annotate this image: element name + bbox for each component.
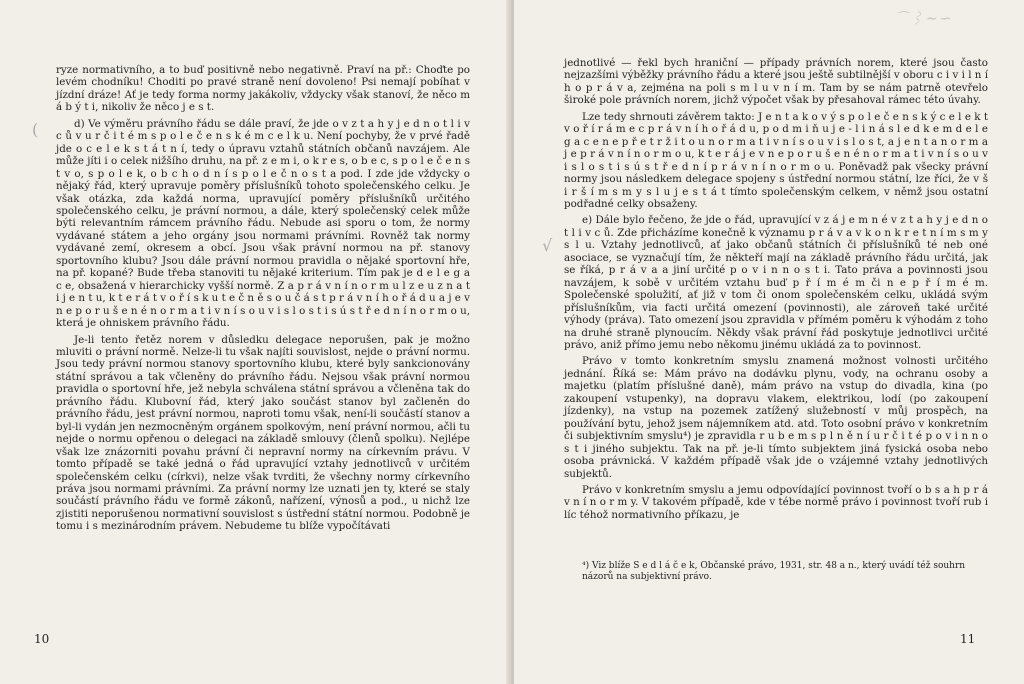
right-paragraph: Právo v tomto konkretním smyslu znamená možnost volnosti určitého jednání. Říká se: Mám právo na dodávku plynu, vody, na ochranu osoby a majetku (platím příslušné daně), mám právo na vstup do divadla, kina (po zakoupení vstupenky), na dopravu vlakem, elektrikou, lodí (po zakoupení jízdenky), na vstup na pozemek zatížený služebností v můj prospěch, na používání bytu, jehož jsem nájemníkem atd. atd. Toto osobní právo v konkretním či subjektivním smyslu⁴) je zpravidla r u b e m s p l n ě n í u r č i t é p o v i n n o s t i jiného subjektu. Tak na př. je-li tímto subjektem jiná fysická osoba nebo osoba právnická. V každém případě však jde o vzájemné vztahy jednotlivých subjektů. (564, 355, 988, 480)
left-page (0, 0, 510, 684)
right-page-body (564, 57, 988, 521)
left-paragraph: d) Ve výměru právního řádu se dále praví, že jde o v z t a h y j e d n o t l i v c ů v u r č i t é m s p o l e č e n s k é m c e l k u. Není pochyby, že v prvé řadě jde o c e l e k s t á t n í, tedy o úpravu vztahů státních občanů navzájem. Ale může jíti i o celek nižšího druhu, na př. z e m i, o k r e s, o b e c, s p o l e č e n s t v o, s p o l e k, o b c h o d n í s p o l e č n o s t a pod. I zde jde vždycky o nějaký řád, který upravuje poměry příslušníků tohoto společenského celku. Je však otázka, zda každá norma, upravující poměry příslušníků určitého společenského celku, je právní normou, a dále, který společenský celek může býti relevantním rámcem právního řádu. Nebude asi sporu o tom, že normy vydávané státem a jeho orgány jsou normami právními. Rovněž tak normy vydávané zemí, okresem a obcí. Jsou však právní normou na př. stanovy sportovního klubu? Jsou dále právní normou pravidla o nějaké sportovní hře, na př. kopané? Bude třeba stanoviti tu nějaké kriterium. Tím pak je d e l e g a c e, obsažená v hierarchicky vyšší normě. Z a p r á v n í n o r m u l z e u z n a t i j e n t u, k t e r á t v o ř í s k u t e č n ě s o u č á s t p r á v n í h o ř á d u a j e v n e p o r u š e n é n o r m a t i v n í s o u v i s l o s t i s ú s t ř e d n í n o r m o u, která je ohniskem právního řádu. (56, 117, 470, 330)
pencil-margin-mark: √ (542, 236, 553, 255)
right-paragraph: jednotlivé — řekl bych hraniční — případy právních norem, které jsou často nejzazšími výběžky právního řádu a které jsou ještě subtilnější v oboru c i v i l n í h o p r á v a, zejména na poli s m l u v n í m. Tam by se nám patrně otevřelo široké pole právních norem, jichž výpočet však by přesahoval rámec této úvahy. (564, 57, 988, 107)
right-paragraph: Lze tedy shrnouti závěrem takto: J e n t a k o v ý s p o l e č e n s k ý c e l e k t v o ř í r á m e c p r á v n í h o ř á d u, p o d m i ň u j e - l i n á s l e d k e m d e l e g a c e n e p ř e t r ž i t o u n o r m a t i v n í s o u v i s l o s t, a j e n t a n o r m a j e p r á v n í n o r m o u, k t e r á j e v n e p o r u š e n é n o r m a t i v n í s o u v i s l o s t i s ú s t ř e d n í p r á v n í n o r m o u. Poněvadž pak všecky právní normy jsou následkem delegace spojeny s ústřední normou státní, lze říci, že v š i r š í m s m y s l u j e s t á t tímto společenským celkem, v němž jsou ostatní podřadné celky obsaženy. (564, 110, 988, 210)
pencil-margin-mark: ( (32, 120, 39, 139)
left-page-number: 10 (34, 632, 50, 646)
right-paragraph: e) Dále bylo řečeno, že jde o řád, upravující v z á j e m n é v z t a h y j e d n o t l i v c ů. Zde přicházíme konečně k významu p r á v a v k o n k r e t n í m s m y s l u. Vztahy jednotlivců, ať jako občanů státních či příslušníků té neb oné asociace, se vyznačují tím, že někteří mají na základě právního řádu určitá, jak se říká, p r á v a a jiní určité p o v i n n o s t i. Tato práva a povinnosti jsou navzájem, k sobě v určitém vztahu buď p ř í m é m či n e p ř í m é m. Společenské spolužití, ať již v tom či onom společenském celku, ukládá svým příslušníkům, via facti určitá omezení (povinnosti), ale zároveň také určité výhody (práva). Tato omezení jsou zpravidla v přímém poměru k výhodám z toho na druhé straně plynoucím. Někdy však právní řád poskytuje jednotlivci určité právo, aniž přímo jemu nebo někomu jinému ukládá za to povinnost. (564, 214, 988, 351)
left-page-body (56, 64, 470, 533)
right-paragraph: Právo v konkretním smyslu a jemu odpovídající povinnost tvoří o b s a h p r á v n í n o r m y. V takovém případě, kde v tébe normě právo i povinnost tvoří rub i líc téhož normativního příkazu, je (564, 483, 988, 521)
left-paragraph: Je-li tento řetěz norem v důsledku delegace neporušen, pak je možno mluviti o právní normě. Nelze-li tu však najíti souvislost, nejde o právní normu. Jsou tedy právní normou stanovy sportovního klubu, které byly sankcionovány státní správou a tak včleněny do právního řádu. Nejsou však právní normou pravidla o sportovní hře, jež nebyla schválena státní správou a včleněna tak do právního řádu. Klubovní řád, který jako součást stanov byl začleněn do právního řádu, jest právní normou, naproti tomu však, není-li součástí stanov a byl-li vydán jen nezmocněným orgánem spolkovým, není právní normou, ačli tu nejde o normu opřenou o delegaci na základě smlouvy (členů spolku). Nejlépe však lze znázorniti povahu právní či nepravní normy na církevním právu. V tomto případě se také jedná o řád upravující vztahy jednotlivců v určitém společenském celku (církvi), nelze však tvrditi, že všechny normy církevního práva jsou normami právními. Za právní normy lze uznati jen ty, které se staly součástí právního řádu ve formě zákonů, nařízení, výnosů a pod., u nichž lze zjistiti neporušenou normativní souvislost s ústřední státní normou. Podobně je tomu i s mezinárodním právem. Nebudeme tu blíže vypočítávati (56, 333, 470, 533)
footnote: ⁴) Viz blíže S e d l á č e k, Občanské právo, 1931, str. 48 a n., který uvádí též souhrn názorů na subjektivní právo. (582, 561, 966, 582)
right-page-number: 11 (960, 632, 976, 646)
pencil-scribble: ⌒⌇∼∽ (894, 11, 954, 27)
left-paragraph: ryze normativního, a to buď positivně nebo negativně. Praví na př.: Choďte po levém chodníku! Choditi po pravé straně není dovoleno! Psi nemají pobíhat v jízdní dráze! Ať je tedy forma normy jakákoliv, vždycky však stanoví, že něco m á b ý t i, nikoliv že něco j e s t. (56, 64, 470, 114)
right-page (514, 0, 1024, 684)
